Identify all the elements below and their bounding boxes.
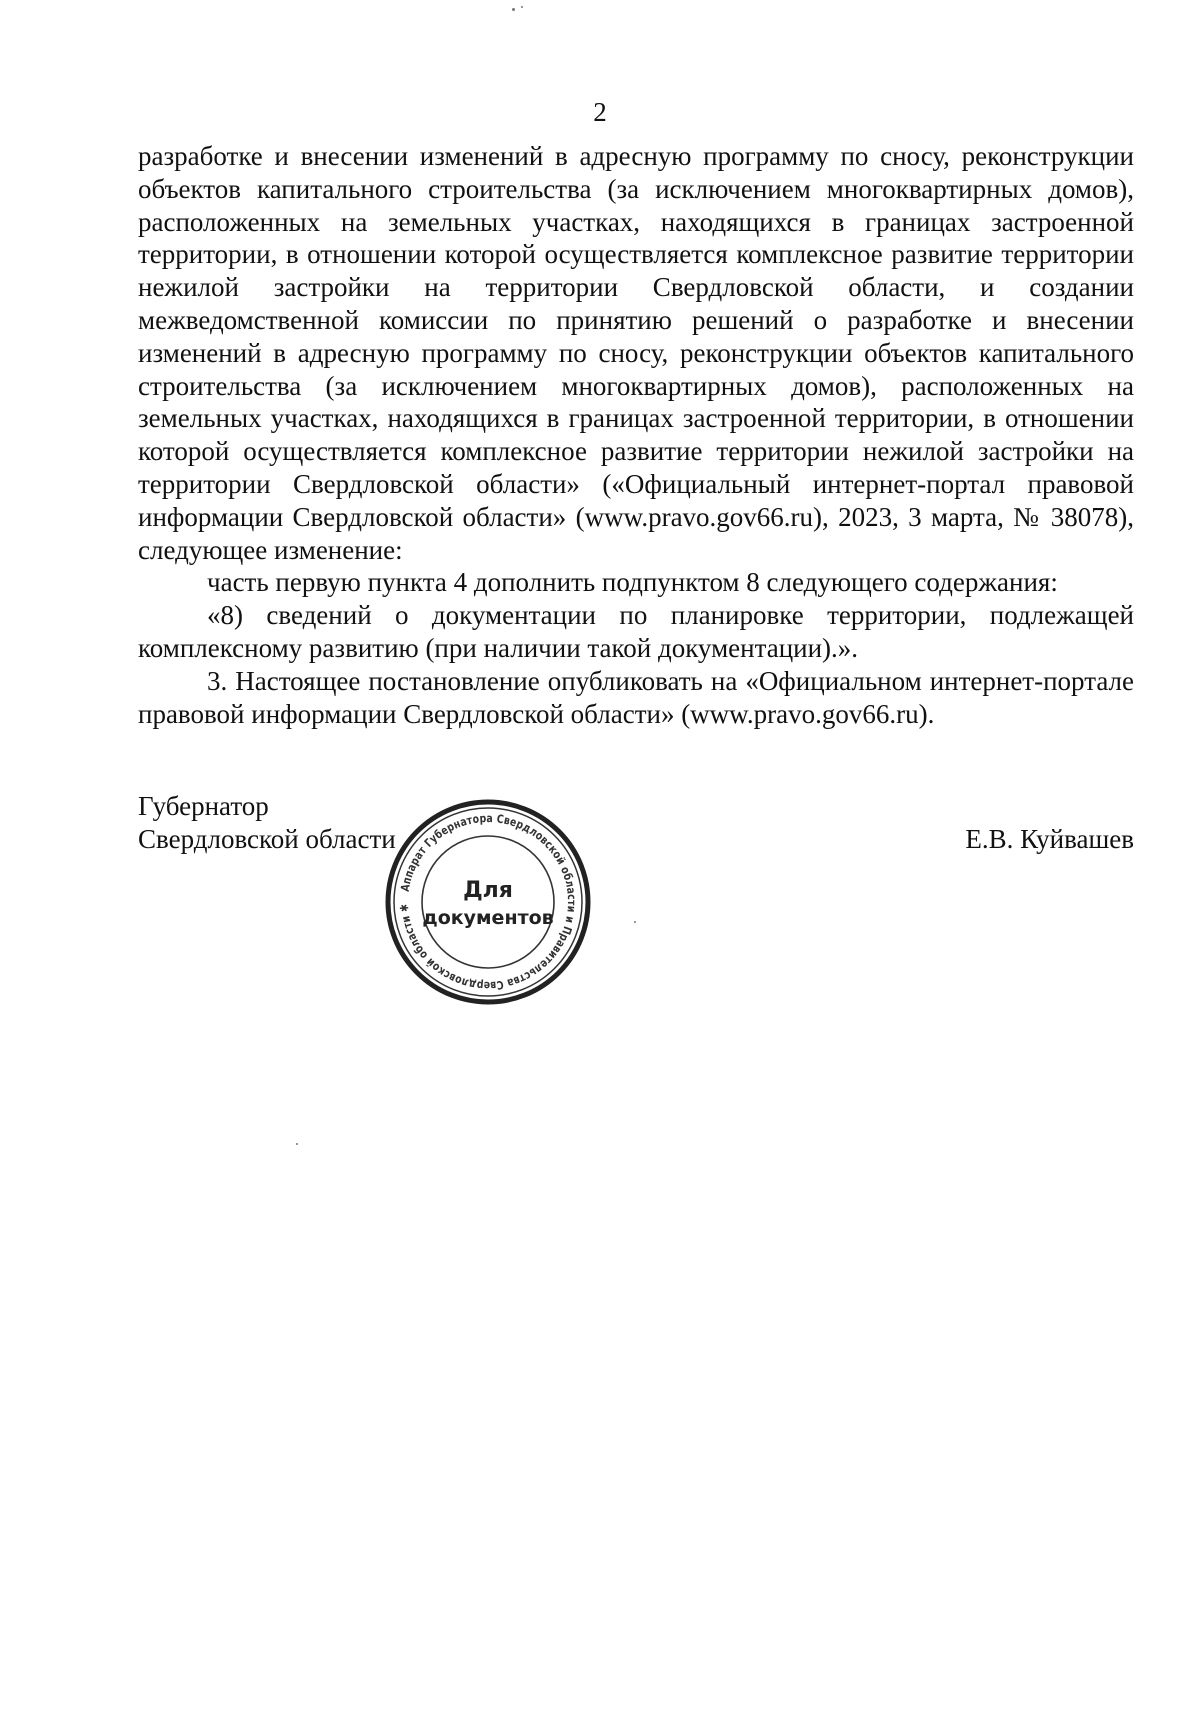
stamp-seal-icon bbox=[383, 797, 593, 1007]
signatory-name: Е.В. Куйвашев bbox=[965, 824, 1134, 854]
signatory-title: Губернатор bbox=[138, 791, 269, 821]
paragraph: 3. Настоящее постановление опубликовать на «Официальном интернет-портале правовой информации Свердловской области» (www.pravo.gov66.ru). bbox=[138, 665, 1134, 729]
official-stamp bbox=[383, 797, 593, 1007]
stamp-ring-text: Аппарат Губернатора Свердловской области и Правительства Свердловской области ✱ bbox=[396, 810, 580, 994]
signatory-region: Свердловской области bbox=[138, 824, 396, 854]
scan-speck bbox=[521, 6, 523, 8]
signatory-position bbox=[138, 790, 396, 856]
paragraph: разработке и внесении изменений в адресную программу по сносу, реконструкции объектов капитального строительства (за исключением многоквартирных домов), расположенных на земельных участках, находящихся в границах застроенной территории, в отношении которой осуществляется комплексное развитие территории нежилой застройки на территории Свердловской области, и создании межведомственной комиссии по принятию решений о разработке и внесении изменений в адресную программу по сносу, реконструкции объектов капитального строительства (за исключением многоквартирных домов), расположенных на земельных участках, находящихся в границах застроенной территории, в отношении которой осуществляется комплексное развитие территории нежилой застройки на территории Свердловской области» («Официальный интернет-портал правовой информации Свердловской области» (www.pravo.gov66.ru), 2023, 3 марта, № 38078), следующее изменение: bbox=[138, 141, 1134, 565]
stamp-center-line1: Для bbox=[463, 878, 513, 903]
stamp-center-line2: документов bbox=[422, 907, 554, 929]
page-number: 2 bbox=[593, 97, 607, 127]
scan-speck bbox=[634, 921, 636, 923]
scan-speck bbox=[512, 8, 515, 11]
document-body bbox=[138, 140, 1134, 730]
paragraph: «8) сведений о документации по планировке территории, подлежащей комплексному развитию (при наличии такой документации).». bbox=[138, 600, 1134, 663]
paragraph: часть первую пункта 4 дополнить подпунктом 8 следующего содержания: bbox=[207, 567, 1058, 598]
scan-speck bbox=[296, 1143, 298, 1145]
